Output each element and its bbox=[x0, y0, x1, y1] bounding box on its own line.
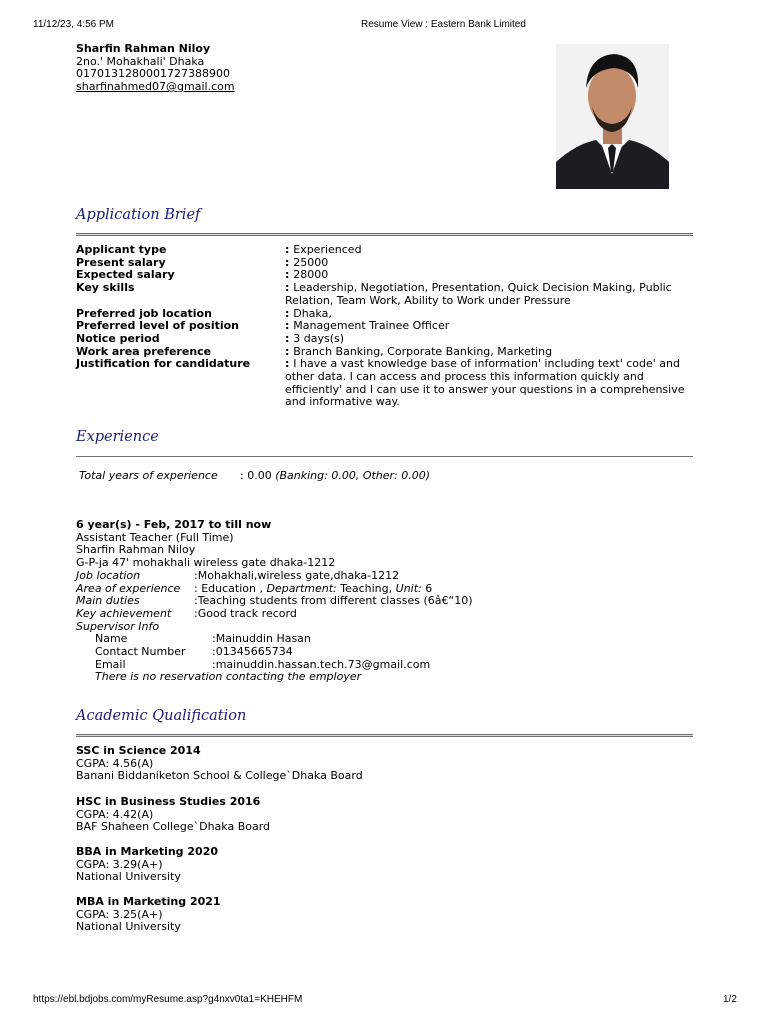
total-experience: Total years of experience : 0.00 (Banking: 0.00, Other: 0.00) bbox=[79, 469, 431, 482]
applicant-email-link[interactable]: sharfinahmed07@gmail.com bbox=[76, 80, 235, 94]
brief-row: Preferred job location : Dhaka, bbox=[76, 306, 332, 320]
academic-item bbox=[76, 896, 221, 934]
academic-cgpa: CGPA: 3.25(A+) bbox=[76, 907, 163, 921]
brief-value: 25000 bbox=[293, 255, 329, 269]
total-experience-label: Total years of experience bbox=[79, 469, 218, 482]
section-divider bbox=[76, 456, 693, 457]
applicant-photo bbox=[556, 44, 669, 189]
reservation-note: There is no reservation contacting the employer bbox=[95, 670, 362, 684]
brief-label: Applicant type bbox=[76, 243, 167, 256]
applicant-address: 2no.' Mohakhali' Dhaka bbox=[76, 54, 205, 68]
section-divider bbox=[76, 734, 693, 737]
total-experience-value: 0.00 bbox=[247, 469, 272, 482]
job-duties-value: Teaching students from different classes (6â€“10) bbox=[197, 594, 473, 608]
brief-value: Dhaka, bbox=[293, 306, 332, 320]
supervisor-value: Mainuddin Hasan bbox=[215, 632, 311, 646]
job-unit-value: 6 bbox=[425, 581, 433, 595]
brief-row: Expected salary : 28000 bbox=[76, 268, 329, 282]
brief-value: 3 days(s) bbox=[293, 331, 345, 345]
total-experience-detail: (Banking: 0.00, Other: 0.00) bbox=[275, 469, 431, 482]
print-title: Resume View : Eastern Bank Limited bbox=[361, 19, 526, 30]
supervisor-label: Email bbox=[95, 657, 126, 671]
job-area-value: Education , bbox=[201, 581, 263, 595]
brief-label: Preferred level of position bbox=[76, 319, 240, 333]
job-achievement-label: Key achievement bbox=[76, 606, 172, 620]
job-duties-label: Main duties bbox=[76, 594, 140, 608]
academic-item bbox=[76, 796, 270, 834]
job-unit-label: Unit: bbox=[395, 581, 422, 595]
supervisor-row: Name :Mainuddin Hasan bbox=[76, 633, 696, 646]
supervisor-value: 01345665734 bbox=[215, 645, 293, 659]
supervisor-label: Name bbox=[95, 632, 128, 646]
job-designation: Assistant Teacher (Full Time) bbox=[76, 530, 234, 544]
print-url: https://ebl.bdjobs.com/myResume.asp?g4nxv0ta1=KHEHFM bbox=[33, 994, 303, 1005]
contact-block bbox=[76, 43, 235, 94]
brief-value: Experienced bbox=[293, 243, 362, 256]
academic-cgpa: CGPA: 4.56(A) bbox=[76, 756, 154, 770]
experience-title: Experience bbox=[76, 429, 159, 445]
brief-label: Key skills bbox=[76, 281, 135, 295]
brief-value: Management Trainee Officer bbox=[293, 319, 450, 333]
brief-label: Work area preference bbox=[76, 344, 212, 358]
job-area-label: Area of experience bbox=[76, 581, 181, 595]
job-area-row: Area of experience : Education , Department: Teaching, Unit: 6 bbox=[76, 581, 433, 595]
job-dept-value: Teaching, bbox=[340, 581, 393, 595]
job-dept-label: Department: bbox=[266, 581, 337, 595]
brief-row: Present salary : 25000 bbox=[76, 255, 329, 269]
brief-label: Expected salary bbox=[76, 268, 175, 282]
supervisor-row: Email :mainuddin.hassan.tech.73@gmail.com bbox=[76, 659, 696, 672]
brief-row: Preferred level of position : Management Trainee Officer bbox=[76, 319, 450, 333]
supervisor-info-title: Supervisor Info bbox=[76, 619, 160, 633]
job-location-value: Mohakhali,wireless gate,dhaka-1212 bbox=[197, 568, 400, 582]
applicant-name: Sharfin Rahman Niloy bbox=[76, 42, 211, 55]
print-datetime: 11/12/23, 4:56 PM bbox=[33, 19, 114, 30]
print-page-number: 1/2 bbox=[723, 994, 737, 1005]
academic-degree: HSC in Business Studies 2016 bbox=[76, 795, 261, 808]
job-achievement-row: Key achievement :Good track record bbox=[76, 606, 297, 620]
job-period: 6 year(s) - Feb, 2017 to till now bbox=[76, 518, 272, 531]
brief-row: Applicant type : Experienced bbox=[76, 243, 362, 256]
application-brief-table bbox=[76, 244, 696, 409]
academic-cgpa: CGPA: 3.29(A+) bbox=[76, 857, 163, 871]
supervisor-value: mainuddin.hassan.tech.73@gmail.com bbox=[215, 657, 431, 671]
application-brief-title: Application Brief bbox=[76, 207, 201, 223]
academic-item bbox=[76, 745, 363, 783]
brief-label: Present salary bbox=[76, 255, 166, 269]
brief-row: Notice period : 3 days(s) bbox=[76, 331, 345, 345]
brief-row: Justification for candidature : I have a vast knowledge base of information' including text' code' and other data. I can access and process this information quickly and efficiently' and I can use it to answer your questions in a comprehensive and informative way. bbox=[76, 357, 685, 409]
job-duties-row: Main duties :Teaching students from different classes (6â€“10) bbox=[76, 594, 473, 608]
brief-value: Leadership, Negotiation, Presentation, Quick Decision Making, Public Relation, Team Work, Ability to Work under Pressure bbox=[285, 281, 672, 307]
job-entry bbox=[76, 519, 696, 684]
brief-label: Justification for candidature bbox=[76, 357, 251, 371]
section-divider bbox=[76, 233, 693, 236]
academic-institute: BAF Shaheen College`Dhaka Board bbox=[76, 820, 271, 834]
job-address: G-P-ja 47' mohakhali wireless gate dhaka-1212 bbox=[76, 556, 336, 570]
brief-row: Work area preference : Branch Banking, Corporate Banking, Marketing bbox=[76, 344, 553, 358]
job-location-label: Job location bbox=[76, 568, 141, 582]
academic-item bbox=[76, 846, 218, 884]
academic-degree: BBA in Marketing 2020 bbox=[76, 845, 218, 858]
academic-institute: National University bbox=[76, 870, 181, 884]
brief-value: I have a vast knowledge base of information' including text' code' and other data. I can access and process this information quickly and efficiently' and I can use it to answer your questions in a comprehensive and informative way. bbox=[285, 357, 685, 409]
supervisor-row: Contact Number :01345665734 bbox=[76, 646, 696, 659]
academic-degree: MBA in Marketing 2021 bbox=[76, 895, 221, 908]
academic-title: Academic Qualification bbox=[76, 708, 247, 724]
job-company: Sharfin Rahman Niloy bbox=[76, 543, 196, 557]
brief-label: Notice period bbox=[76, 331, 160, 345]
brief-value: 28000 bbox=[293, 268, 329, 282]
supervisor-label: Contact Number bbox=[95, 645, 186, 659]
academic-institute: Banani Biddaniketon School & College`Dhaka Board bbox=[76, 769, 363, 783]
job-location-row: Job location :Mohakhali,wireless gate,dhaka-1212 bbox=[76, 568, 400, 582]
brief-value: Branch Banking, Corporate Banking, Marketing bbox=[293, 344, 553, 358]
portrait-image bbox=[556, 44, 669, 189]
brief-label: Preferred job location bbox=[76, 306, 212, 320]
academic-institute: National University bbox=[76, 920, 181, 934]
applicant-phone: 01701312800017273889​00 bbox=[76, 67, 230, 81]
job-achievement-value: Good track record bbox=[197, 606, 297, 620]
academic-degree: SSC in Science 2014 bbox=[76, 744, 201, 757]
academic-cgpa: CGPA: 4.42(A) bbox=[76, 807, 154, 821]
brief-row: Key skills : Leadership, Negotiation, Presentation, Quick Decision Making, Public Relation, Team Work, Ability to Work under Pressure bbox=[76, 281, 672, 307]
